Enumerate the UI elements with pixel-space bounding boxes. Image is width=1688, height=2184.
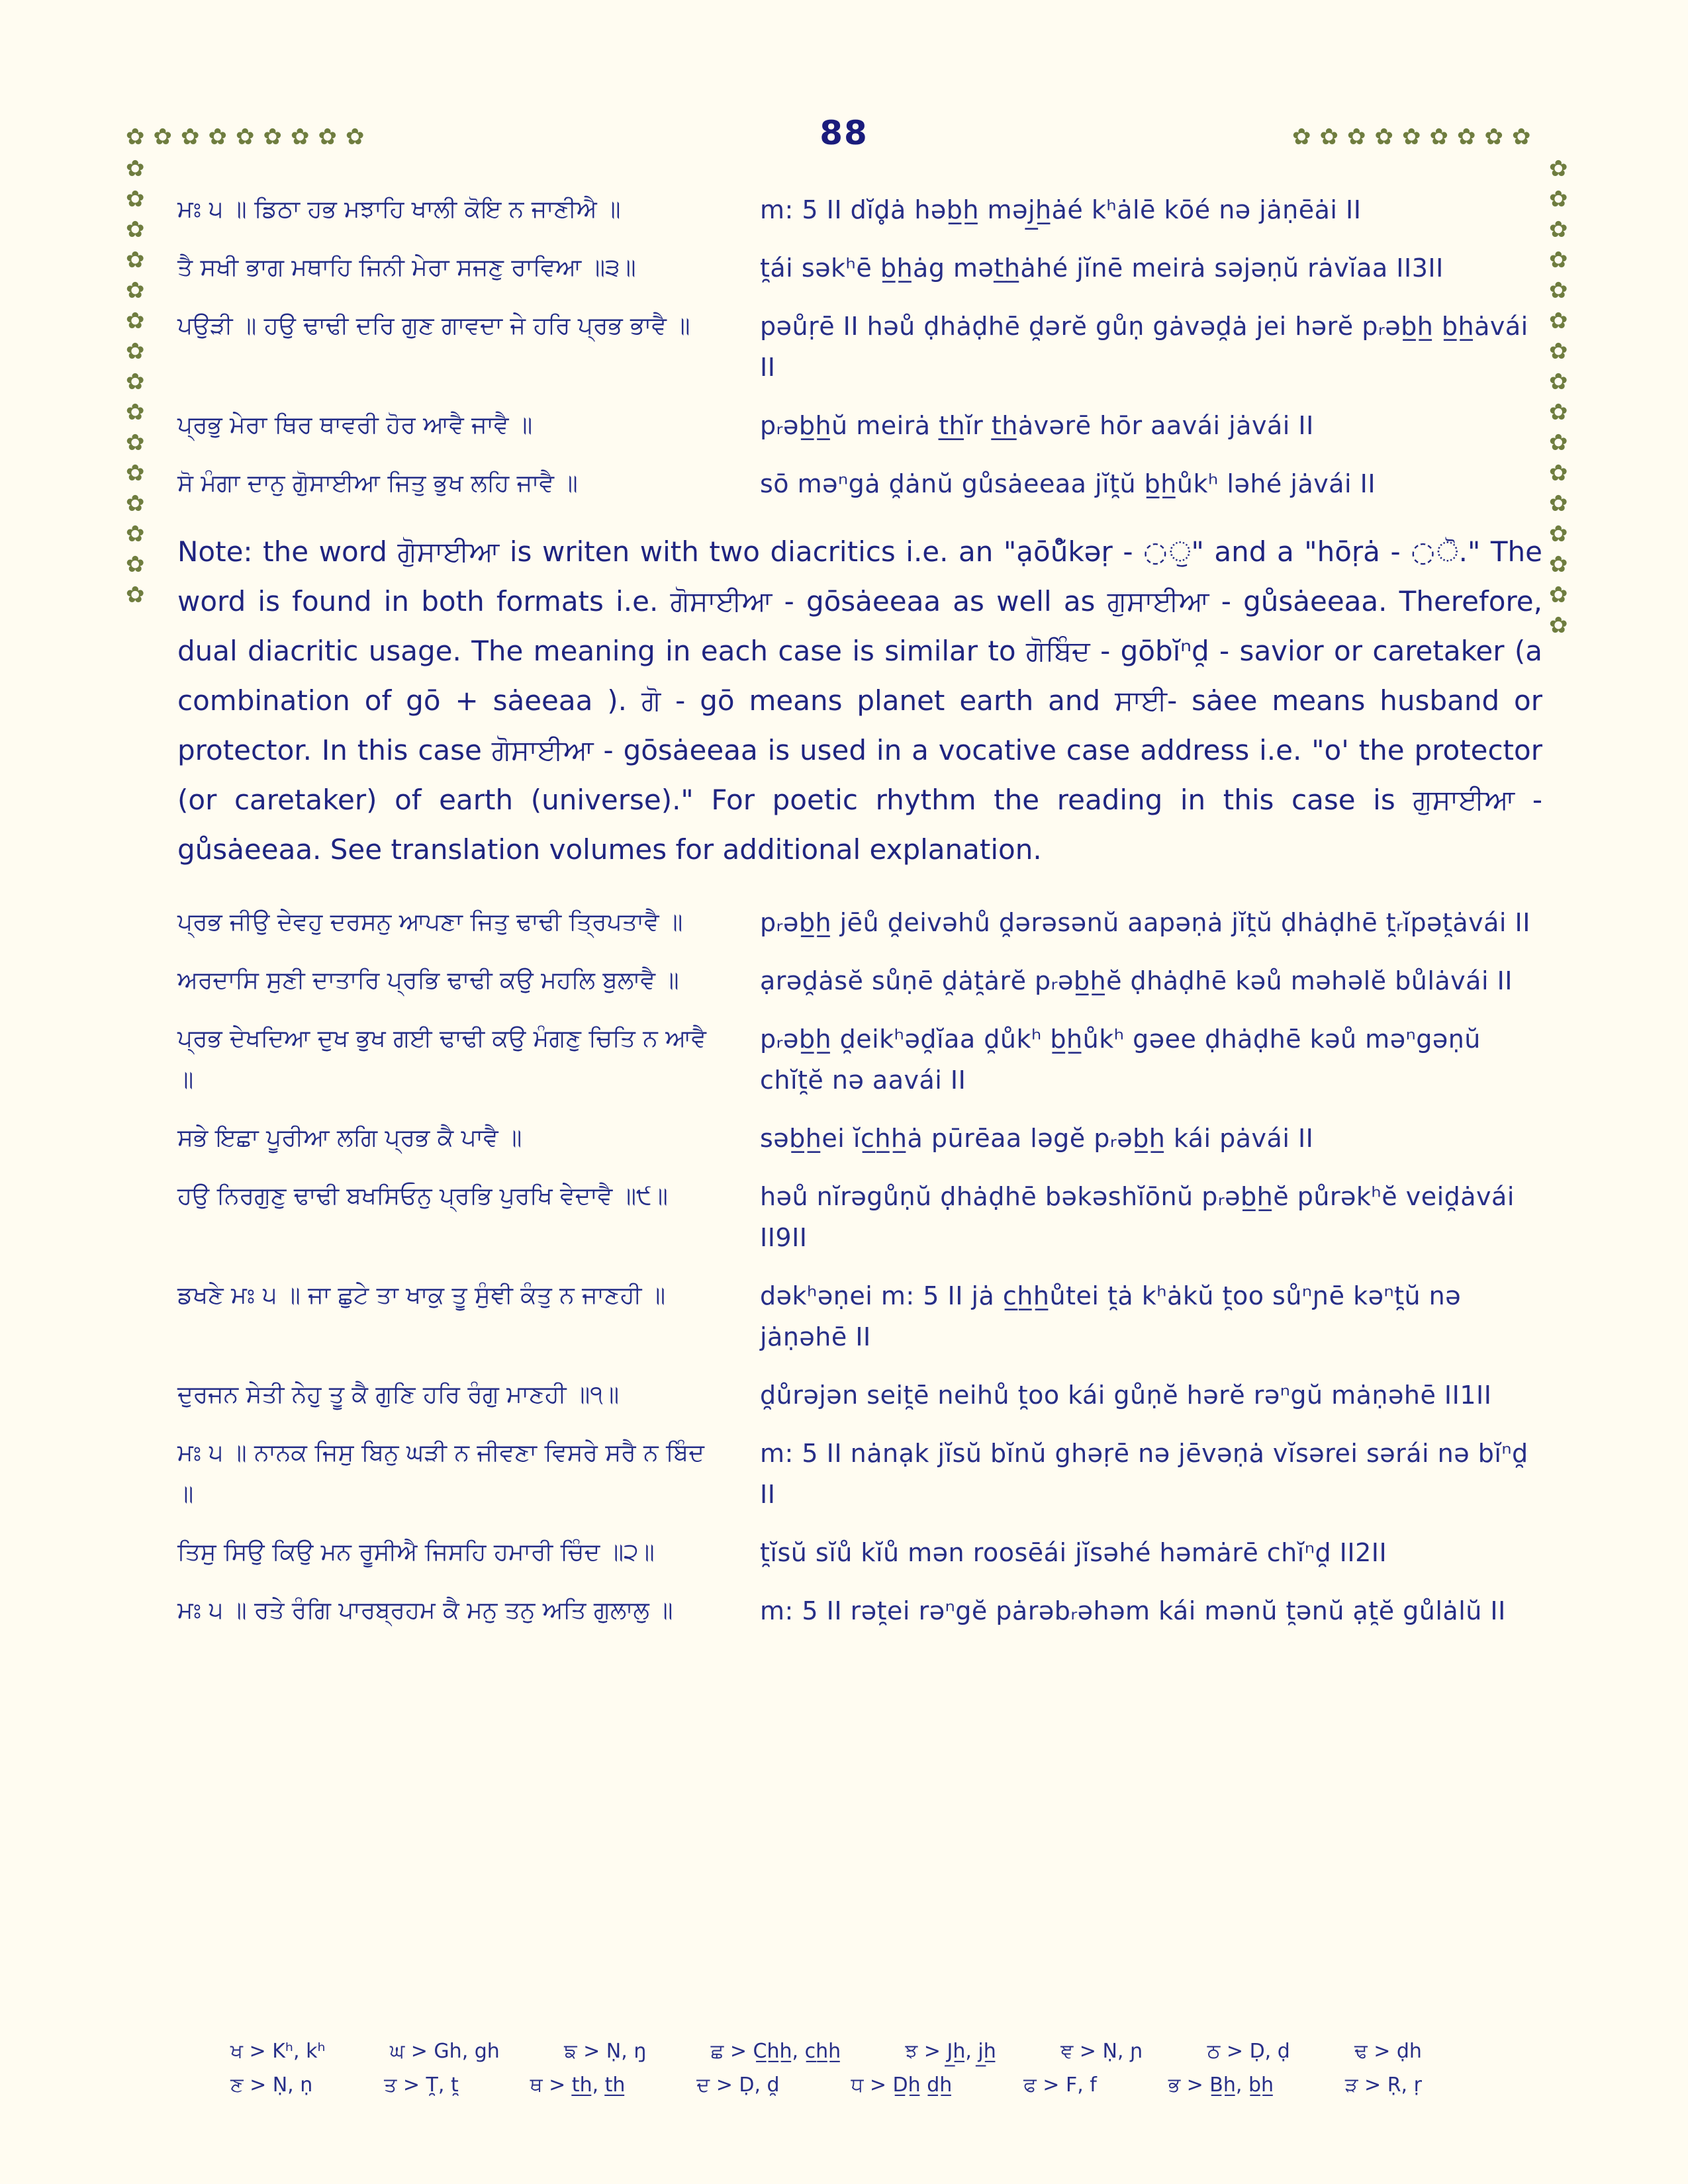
flower-icon: ✿	[126, 490, 145, 517]
gurmukhi-text: ਪ੍ਰਭ ਦੇਖਦਿਆ ਦੁਖ ਭੁਖ ਗਈ ਢਾਢੀ ਕਉ ਮੰਗਣੁ ਚਿਤਿ ਨ ਆਵੈ ॥	[177, 1025, 706, 1093]
transliteration-text: pᵣəb̲h̲ d̯eikʰəd̯ĭaa d̯ůkʰ b̲h̲ůkʰ gəee ḍhȧḍhē kəů məⁿgəṇŭ chĭt̯ĕ nə aavái II	[760, 1024, 1481, 1095]
transliteration-text: pəůṛē II həů ḍhȧḍhē d̯ərĕ gůṇ gȧvəd̯ȧ jei hərĕ pᵣəb̲h̲ b̲h̲ȧvái II	[760, 312, 1528, 382]
legend-row-2	[230, 2073, 1422, 2097]
flower-icon: ✿	[181, 124, 200, 150]
legend-item: ਖ > Kʰ, kʰ	[230, 2040, 326, 2063]
flower-icon: ✿	[291, 124, 310, 150]
flower-icon: ✿	[1512, 124, 1531, 150]
legend-item: ਠ > Ḍ, ḍ	[1207, 2040, 1290, 2063]
legend-item: ਧ > D̲h̲ d̲h̲	[851, 2073, 953, 2097]
verse-row	[177, 189, 1542, 230]
flower-icon: ✿	[208, 124, 227, 150]
flower-icon: ✿	[126, 247, 145, 273]
flower-icon: ✿	[318, 124, 337, 150]
gurmukhi-text: ਪ੍ਰਭ ਜੀਉ ਦੇਵਹੁ ਦਰਸਨੁ ਆਪਣਾ ਜਿਤੁ ਢਾਢੀ ਤ੍ਰਿਪਤਾਵੈ ॥	[177, 909, 683, 936]
verse-row	[177, 1275, 1542, 1357]
flower-icon: ✿	[1402, 124, 1421, 150]
verse-row	[177, 306, 1542, 388]
flower-icon: ✿	[1549, 216, 1568, 243]
flower-icon: ✿	[1549, 460, 1568, 486]
flower-icon: ✿	[1347, 124, 1366, 150]
flower-icon: ✿	[1549, 247, 1568, 273]
flower-icon: ✿	[1549, 490, 1568, 517]
legend-item: ੜ > Ṛ, ṛ	[1344, 2073, 1422, 2097]
gurmukhi-text: ਹਉ ਨਿਰਗੁਣੁ ਢਾਢੀ ਬਖਸਿਓਨੁ ਪ੍ਰਭਿ ਪੁਰਖਿ ਵੇਦਾਵੈ ॥੯॥	[177, 1183, 668, 1210]
flower-icon: ✿	[126, 156, 145, 182]
flower-icon: ✿	[1292, 124, 1311, 150]
transliteration-text: sō məⁿgȧ d̯ȧnŭ gůsȧeeaa jĭt̯ŭ b̲h̲ůkʰ ləhé jȧvái II	[760, 469, 1376, 498]
transliteration-text: d̯ůrəjən seit̯ē neihů t̯oo kái gůṇĕ hərĕ rəⁿgŭ mȧṇəhē II1II	[760, 1381, 1492, 1410]
flower-icon: ✿	[1484, 124, 1503, 150]
flower-icon: ✿	[126, 430, 145, 456]
flower-icon: ✿	[236, 124, 255, 150]
gurmukhi-text: ਪਉੜੀ ॥ ਹਉ ਢਾਢੀ ਦਰਿ ਗੁਣ ਗਾਵਦਾ ਜੇ ਹਰਿ ਪ੍ਰਭ ਭਾਵੈ ॥	[177, 312, 690, 340]
gurmukhi-text: ਮਃ ੫ ॥ ਨਾਨਕ ਜਿਸੁ ਬਿਨੁ ਘੜੀ ਨ ਜੀਵਣਾ ਵਿਸਰੇ ਸਰੈ ਨ ਬਿੰਦ ॥	[177, 1439, 704, 1508]
flower-icon: ✿	[1429, 124, 1448, 150]
flower-icon: ✿	[1457, 124, 1476, 150]
flower-icon: ✿	[346, 124, 365, 150]
flower-icon: ✿	[126, 216, 145, 243]
legend-item: ਞ > Ṇ, ɲ	[1060, 2040, 1143, 2063]
ornament-row-top-right	[1292, 126, 1531, 148]
page-content	[177, 189, 1542, 1649]
note-paragraph: Note: the word ਗੁੋਸਾਈਆ is writen with two diacritics i.e. an "ạōů̃kəṛ - ◌ੁ" and a "hōṛȧ - ◌ੋ." The word is found in both formats i.e. ਗੋਸਾਈਆ - gōsȧeeaa as well as ਗੁਸਾਈਆ - gůsȧeeaa. Therefore, dual diacritic usage. The meaning in each case is similar to ਗੋਬਿੰਦ - gōbĭⁿd̯ - savior or caretaker (a combination of gō + sȧeeaa ). ਗੋ - gō means planet earth and ਸਾਈ- sȧee means husband or protector. In this case ਗੋਸਾਈਆ - gōsȧeeaa is used in a vocative case address i.e. "o' the protector (or caretaker) of earth (universe)." For poetic rhythm the reading in this case is ਗੁਸਾਈਆ - gůsȧeeaa. See translation volumes for additional explanation.	[177, 535, 1542, 866]
flower-icon: ✿	[1549, 308, 1568, 334]
transliteration-text: ạrəd̯ȧsĕ sůṇē d̯ȧt̯ȧrĕ pᵣəb̲h̲ĕ ḍhȧḍhē kəů məhəlĕ bůlȧvái II	[760, 966, 1513, 995]
gurmukhi-text: ਸਭੇ ਇਛਾ ਪੂਰੀਆ ਲਗਿ ਪ੍ਰਭ ਕੈ ਪਾਵੈ ॥	[177, 1124, 522, 1152]
transliteration-text: m: 5 II dĭd̥ȧ həb̲h̲ məj̲h̲ȧé kʰȧlē kōé nə jȧṇēȧi II	[760, 195, 1362, 224]
flower-icon: ✿	[126, 460, 145, 486]
legend-item: ਝ > J̲h̲, j̲h̲	[905, 2040, 996, 2063]
flower-icon: ✿	[1549, 551, 1568, 578]
verse-row	[177, 1019, 1542, 1101]
flower-icon: ✿	[153, 124, 172, 150]
page-number: 88	[820, 114, 868, 152]
ornament-row-top-left	[126, 126, 365, 148]
legend-item: ਤ > T̯, t̯	[384, 2073, 459, 2097]
legend-item: ਘ > Gh, gh	[389, 2040, 500, 2063]
gurmukhi-text: ਪ੍ਰਭੁ ਮੇਰਾ ਥਿਰ ਥਾਵਰੀ ਹੋਰ ਆਵੈ ਜਾਵੈ ॥	[177, 412, 533, 439]
legend-item: ਛ > C̲h̲h̲, c̲h̲h̲	[710, 2040, 841, 2063]
flower-icon: ✿	[1549, 338, 1568, 365]
transliteration-key	[230, 2040, 1422, 2107]
flower-icon: ✿	[126, 369, 145, 395]
flower-icon: ✿	[126, 338, 145, 365]
transliteration-text: m: 5 II nȧnạk jĭsŭ bĭnŭ ghəṛē nə jēvəṇȧ vĭsərei sərái nə bĭⁿd̯ II	[760, 1439, 1528, 1509]
flower-icon: ✿	[126, 582, 145, 608]
gurmukhi-text: ਮਃ ੫ ॥ ਡਿਠਾ ਹਭ ਮਝਾਹਿ ਖਾਲੀ ਕੋਇ ਨ ਜਾਣੀਐ ॥	[177, 196, 621, 223]
verse-row	[177, 463, 1542, 504]
verse-row	[177, 1433, 1542, 1515]
ornament-column-right	[1549, 158, 1568, 637]
flower-icon: ✿	[1549, 612, 1568, 639]
legend-item: ਫ > F, f	[1023, 2073, 1097, 2097]
flower-icon: ✿	[1319, 124, 1338, 150]
flower-icon: ✿	[1549, 430, 1568, 456]
legend-row-1	[230, 2040, 1422, 2063]
flower-icon: ✿	[1549, 277, 1568, 304]
legend-item: ਦ > Ḍ, d̯	[696, 2073, 780, 2097]
gurmukhi-text: ਅਰਦਾਸਿ ਸੁਣੀ ਦਾਤਾਰਿ ਪ੍ਰਭਿ ਢਾਢੀ ਕਉ ਮਹਲਿ ਬੁਲਾਵੈ ॥	[177, 967, 679, 994]
legend-item: ਥ > t̲h̲, t̲h̲	[530, 2073, 626, 2097]
legend-item: ਙ > Ṇ, ŋ	[564, 2040, 647, 2063]
flower-icon: ✿	[126, 277, 145, 304]
gurmukhi-text: ਤਿਸੁ ਸਿਉ ਕਿਉ ਮਨ ਰੂਸੀਐ ਜਿਸਹਿ ਹਮਾਰੀ ਚਿੰਦ ॥੨॥	[177, 1539, 655, 1566]
verse-row	[177, 1118, 1542, 1159]
flower-icon: ✿	[126, 308, 145, 334]
verse-row	[177, 405, 1542, 446]
transliteration-text: t̯ĭsŭ sĭů kĭů mən roosēái jĭsəhé həmȧrē chĭⁿd̯ II2II	[760, 1538, 1387, 1567]
verse-row	[177, 248, 1542, 289]
ornament-column-left	[126, 158, 145, 606]
verse-row	[177, 960, 1542, 1001]
verse-row	[177, 1532, 1542, 1573]
gurmukhi-text: ਮਃ ੫ ॥ ਰਤੇ ਰੰਗਿ ਪਾਰਬ੍ਰਹਮ ਕੈ ਮਨੁ ਤਨੁ ਅਤਿ ਗੁਲਾਲੁ ॥	[177, 1597, 673, 1624]
legend-item: ਢ > ḍh	[1354, 2040, 1422, 2063]
gurmukhi-text: ਦੁਰਜਨ ਸੇਤੀ ਨੇਹੁ ਤੂ ਕੈ ਗੁਣਿ ਹਰਿ ਰੰਗੁ ਮਾਣਹੀ ॥੧॥	[177, 1381, 620, 1408]
flower-icon: ✿	[126, 124, 145, 150]
flower-icon: ✿	[263, 124, 282, 150]
transliteration-text: t̯ái səkʰē b̲h̲ȧg mət̲h̲ȧhé jĭnē meirȧ səjəṇŭ rȧvĭaa II3II	[760, 253, 1444, 283]
flower-icon: ✿	[126, 186, 145, 212]
flower-icon: ✿	[126, 521, 145, 547]
verse-section-top	[177, 189, 1542, 504]
flower-icon: ✿	[1549, 521, 1568, 547]
flower-icon: ✿	[126, 551, 145, 578]
legend-item: ਣ > Ṇ, ṇ	[230, 2073, 313, 2097]
flower-icon: ✿	[1549, 156, 1568, 182]
flower-icon: ✿	[1549, 399, 1568, 426]
verse-row	[177, 1375, 1542, 1416]
gurmukhi-text: ਸੋ ਮੰਗਾ ਦਾਨੁ ਗੁੋਸਾਈਆ ਜਿਤੁ ਭੁਖ ਲਹਿ ਜਾਵੈ ॥	[177, 470, 578, 497]
verse-row	[177, 902, 1542, 943]
verse-section-bottom	[177, 902, 1542, 1631]
flower-icon: ✿	[1549, 582, 1568, 608]
transliteration-text: həů nĭrəgůṇŭ ḍhȧḍhē bəkəshĭōnŭ pᵣəb̲h̲ĕ půrəkʰĕ veid̯ȧvái II9II	[760, 1182, 1515, 1252]
transliteration-text: pᵣəb̲h̲ŭ meirȧ t̲h̲ĭr t̲h̲ȧvərē hōr aavái jȧvái II	[760, 411, 1314, 440]
transliteration-text: səb̲h̲ei ĭc̲h̲h̲ȧ pūrēaa ləgĕ pᵣəb̲h̲ kái pȧvái II	[760, 1124, 1314, 1153]
transliteration-text: m: 5 II rət̯ei rəⁿgĕ pȧrəbᵣəhəm kái mənŭ t̯ənŭ ạt̯ĕ gůlȧlŭ II	[760, 1596, 1506, 1625]
verse-row	[177, 1176, 1542, 1258]
transliteration-text: pᵣəb̲h̲ jēů d̯eivəhů d̯ərəsənŭ aapəṇȧ jĭt̯ŭ ḍhȧḍhē t̯ᵣĭpət̯ȧvái II	[760, 908, 1530, 937]
verse-row	[177, 1590, 1542, 1631]
gurmukhi-text: ਤੈ ਸਖੀ ਭਾਗ ਮਥਾਹਿ ਜਿਨੀ ਮੇਰਾ ਸਜਣੁ ਰਾਵਿਆ ॥੩॥	[177, 254, 636, 281]
gurmukhi-text: ਡਖਣੇ ਮਃ ੫ ॥ ਜਾ ਛੁਟੇ ਤਾ ਖਾਕੁ ਤੂ ਸੁੰਞੀ ਕੰਤੁ ਨ ਜਾਣਹੀ ॥	[177, 1282, 666, 1309]
flower-icon: ✿	[1374, 124, 1393, 150]
flower-icon: ✿	[126, 399, 145, 426]
transliteration-text: dəkʰəṇei m: 5 II jȧ c̲h̲h̲ůtei t̯ȧ kʰȧkŭ t̯oo sůⁿɲē kəⁿt̯ŭ nə jȧṇəhē II	[760, 1281, 1462, 1351]
flower-icon: ✿	[1549, 186, 1568, 212]
flower-icon: ✿	[1549, 369, 1568, 395]
legend-item: ਭ > B̲h̲, b̲h̲	[1168, 2073, 1274, 2097]
